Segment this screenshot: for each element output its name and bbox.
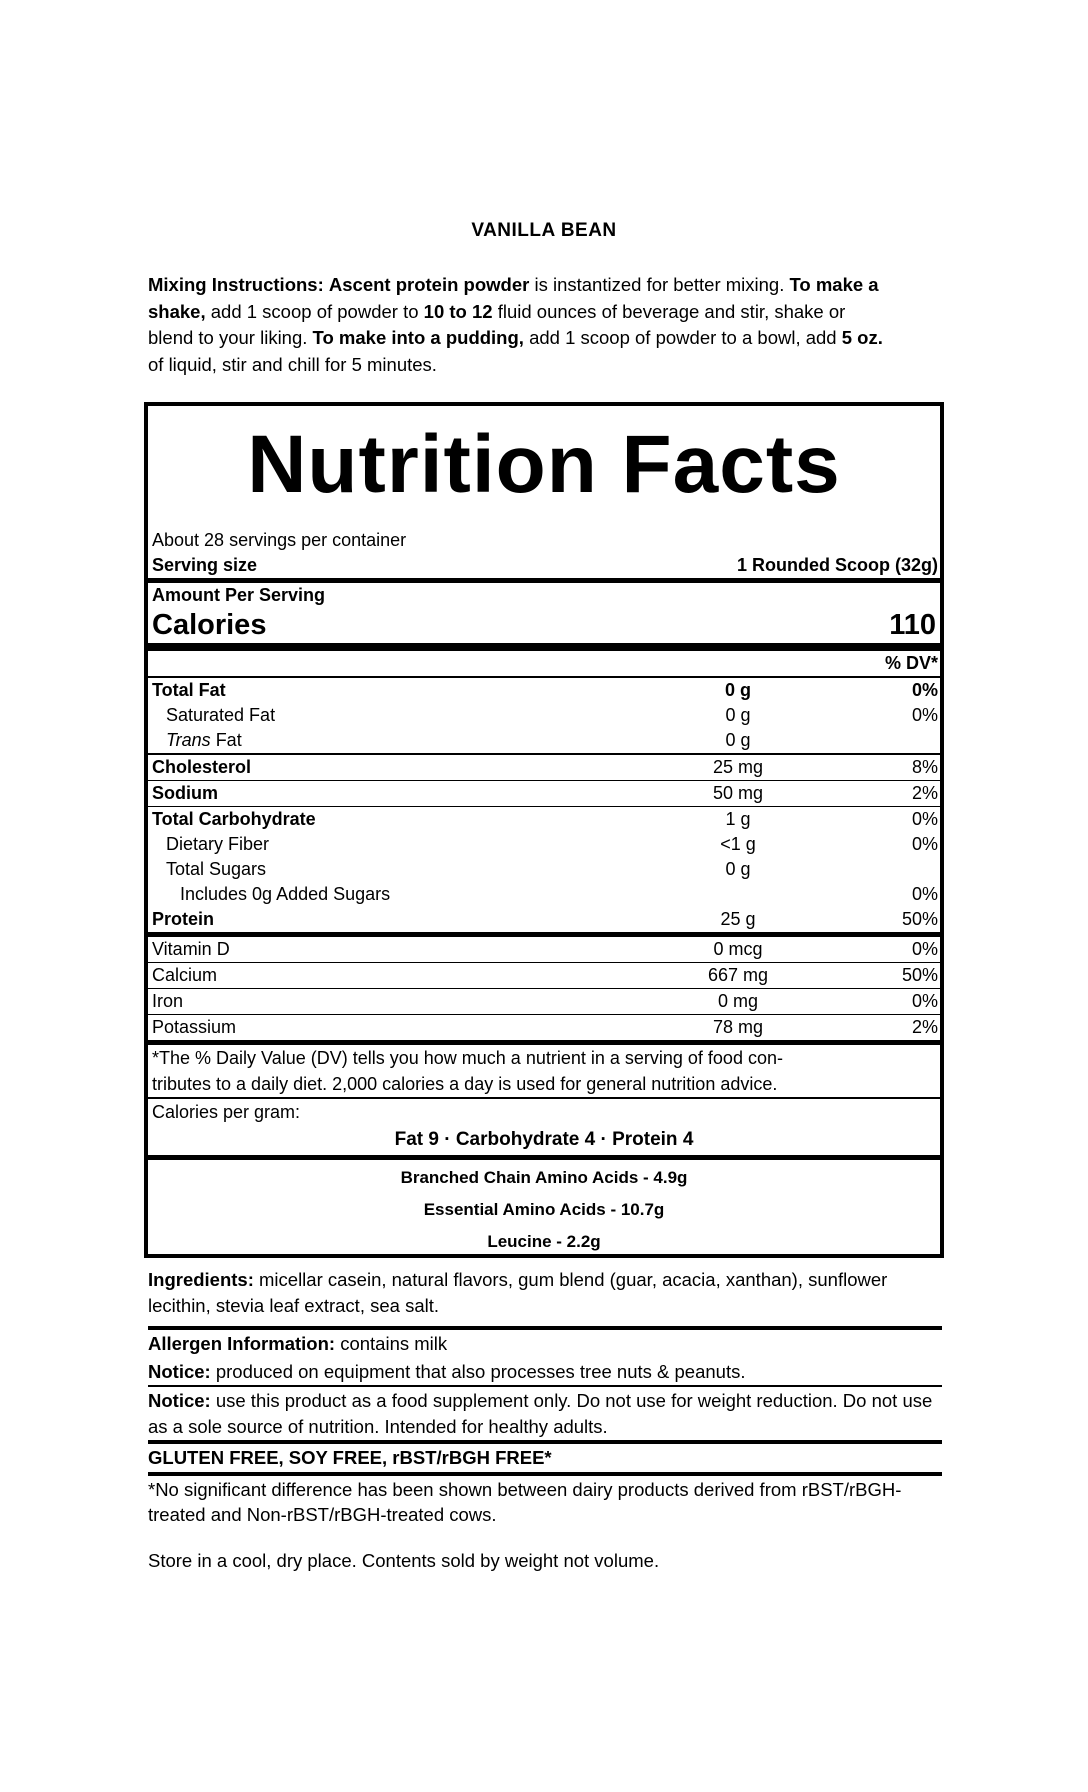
- calories-row: [148, 607, 940, 643]
- mixing-label: Mixing Instructions:: [148, 274, 324, 295]
- nutrient-row: Protein 25 g 50%: [152, 909, 938, 929]
- nutrient-row: Cholesterol 25 mg 8%: [148, 753, 940, 780]
- mixing-bold-2: To make a shake,: [148, 274, 879, 322]
- product-notices: [148, 1326, 942, 1529]
- serving-size-value: 1 Rounded Scoop (32g): [736, 555, 938, 575]
- nutrient-list: [148, 676, 940, 932]
- mixing-text-1: is instantized for better mixing.: [529, 274, 790, 295]
- ingredients: [148, 1267, 948, 1319]
- mixing-bold-5: 5 oz.: [841, 327, 883, 348]
- calories-per-gram-label: Calories per gram:: [148, 1097, 940, 1125]
- ingredients-label: Ingredients:: [148, 1269, 254, 1290]
- mixing-bold-3: 10 to 12: [423, 300, 493, 322]
- calories-per-gram: Fat 9 · Carbohydrate 4 · Protein 4: [394, 1129, 694, 1150]
- servings-per-container: About 28 servings per container: [152, 530, 407, 550]
- vitamin-row: Vitamin D 0 mcg 0%: [148, 932, 940, 962]
- free-from-claim: GLUTEN FREE, SOY FREE, rBST/rBGH FREE*: [148, 1440, 942, 1472]
- mixing-text-3: fluid ounces of beverage and stir, shake or blend to your liking.: [148, 300, 846, 348]
- mixing-bold-4: To make into a pudding,: [312, 327, 524, 348]
- flavor-title: VANILLA BEAN: [471, 220, 617, 241]
- allergen-info: Allergen Information: contains milk: [148, 1326, 942, 1358]
- serving-size-row: [148, 553, 940, 578]
- amount-per-serving: Amount Per Serving: [148, 578, 940, 607]
- mixing-text-2: add 1 scoop of powder to: [205, 300, 424, 322]
- nutrient-row: Trans Fat 0 g: [166, 730, 751, 750]
- vitamin-row: Iron 0 mg 0%: [148, 988, 940, 1014]
- calories-value: 110: [889, 609, 936, 641]
- nutrient-row: Dietary Fiber <1 g 0%: [166, 834, 938, 854]
- vitamin-row: Calcium 667 mg 50%: [148, 962, 940, 988]
- calories-label: Calories: [152, 609, 267, 641]
- amino-line: Leucine - 2.2g: [487, 1232, 601, 1251]
- nutrient-row: Includes 0g Added Sugars 0%: [180, 884, 938, 904]
- nutrient-row: Sodium 50 mg 2%: [148, 780, 940, 806]
- nutrition-facts-title: Nutrition Facts: [247, 419, 841, 510]
- notice-equipment: Notice: produced on equipment that also processes tree nuts & peanuts.: [148, 1360, 746, 1382]
- amino-line: Essential Amino Acids - 10.7g: [423, 1200, 665, 1219]
- mixing-text-5: of liquid, stir and chill for 5 minutes.: [148, 353, 437, 375]
- nutrition-facts-panel: [144, 402, 944, 1258]
- dv-footnote: *The % Daily Value (DV) tells you how much a nutrient in a serving of food con- tributes to a daily diet. 2,000 calories a day is used for general nutrition advice.: [148, 1040, 940, 1097]
- vitamin-row: Potassium 78 mg 2%: [148, 1014, 940, 1040]
- ingredients-text: micellar casein, natural flavors, gum blend (guar, acacia, xanthan), sunflower lecithin, stevia leaf extract, sea salt.: [148, 1269, 888, 1316]
- nutrient-row: Total Sugars 0 g: [166, 859, 751, 879]
- notice-usage: Notice: use this product as a food supplement only. Do not use for weight reduction. Do not use as a sole source of nutrition. Intended for healthy adults.: [148, 1385, 942, 1440]
- vitamin-list: [148, 932, 940, 1040]
- mixing-bold-1: Ascent protein powder: [328, 274, 530, 295]
- mixing-instructions: [148, 272, 888, 378]
- mixing-text-4: add 1 scoop of powder to a bowl, add: [523, 327, 842, 348]
- dv-header-row: [148, 643, 940, 676]
- nutrient-row: Total Carbohydrate 1 g 0%: [148, 806, 940, 832]
- dv-header: % DV*: [884, 653, 938, 673]
- nutrient-row: Total Fat 0 g 0%: [148, 676, 940, 703]
- serving-size-label: Serving size: [152, 555, 258, 575]
- amino-line: Branched Chain Amino Acids - 4.9g: [400, 1168, 688, 1187]
- rbst-footnote: *No significant difference has been shown between dairy products derived from rBST/rBGH-treated and Non-rBST/rBGH-treated cows.: [148, 1472, 942, 1529]
- storage-instructions: Store in a cool, dry place. Contents sold by weight not volume.: [148, 1550, 660, 1571]
- nutrient-row: Saturated Fat 0 g 0%: [166, 705, 938, 725]
- amino-acid-section: [148, 1155, 940, 1258]
